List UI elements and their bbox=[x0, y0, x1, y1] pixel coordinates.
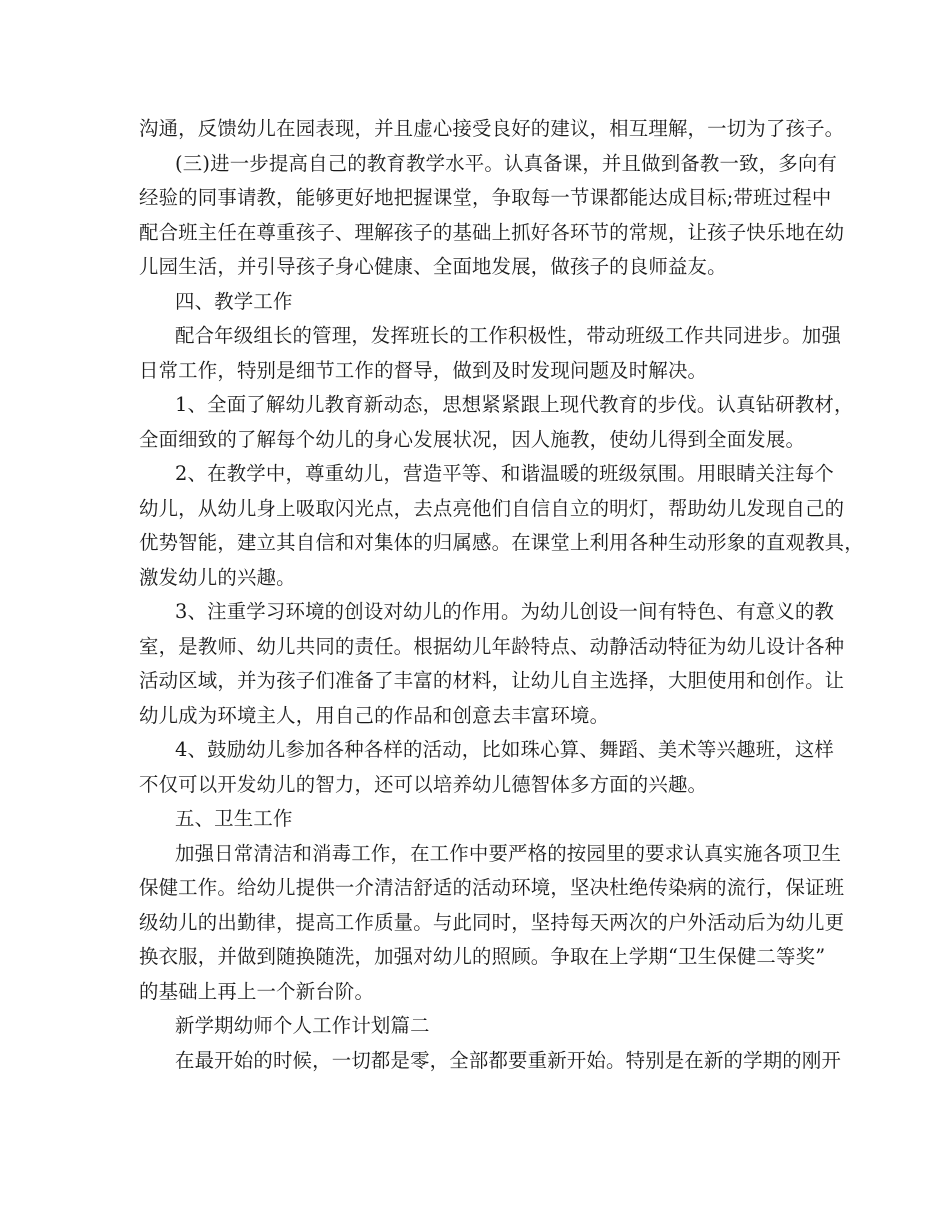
text-line: 儿园生活，并引导孩子身心健康、全面地发展，做孩子的良师益友。 bbox=[139, 255, 727, 278]
text-line: 幼儿，从幼儿身上吸取闪光点，去点亮他们自信自立的明灯，帮助幼儿发现自己的 bbox=[139, 496, 845, 520]
text-line: 优势智能，建立其自信和对集体的归属感。在课堂上利用各种生动形象的直观教具， bbox=[139, 531, 864, 554]
text-line: 配合年级组长的管理，发挥班长的工作积极性，带动班级工作共同进步。加强 bbox=[175, 324, 842, 347]
text-line: 经验的同事请教，能够更好地把握课堂，争取每一节课都能达成目标;带班过程中 bbox=[139, 186, 832, 209]
text-line: 配合班主任在尊重孩子、理解孩子的基础上抓好各环节的常规，让孩子快乐地在幼 bbox=[139, 220, 845, 244]
text-line: 在最开始的时候，一切都是零，全部都要重新开始。特别是在新的学期的刚开 bbox=[175, 1048, 842, 1072]
text-line: 级幼儿的出勤律，提高工作质量。与此同时，坚持每天两次的户外活动后为幼儿更 bbox=[139, 910, 845, 934]
text-line: 全面细致的了解每个幼儿的身心发展状况，因人施教，使幼儿得到全面发展。 bbox=[139, 427, 806, 451]
text-line: 五、卫生工作 bbox=[175, 807, 293, 830]
text-line: 四、教学工作 bbox=[175, 289, 293, 313]
text-line: 1、全面了解幼儿教育新动态，思想紧紧跟上现代教育的步伐。认真钻研教材， bbox=[175, 393, 854, 416]
text-line: 不仅可以开发幼儿的智力，还可以培养幼儿德智体多方面的兴趣。 bbox=[139, 772, 708, 796]
text-line: 沟通，反馈幼儿在园表现，并且虚心接受良好的建议，相互理解，一切为了孩子。 bbox=[139, 117, 845, 140]
text-line: 4、鼓励幼儿参加各种各样的活动，比如珠心算、舞蹈、美术等兴趣班，这样 bbox=[175, 738, 835, 761]
text-line: 日常工作，特别是细节工作的督导，做到及时发现问题及时解决。 bbox=[139, 358, 708, 382]
text-line: 3、注重学习环境的创设对幼儿的作用。为幼儿创设一间有特色、有意义的教 bbox=[175, 600, 835, 623]
text-line: 新学期幼师个人工作计划篇二 bbox=[175, 1014, 430, 1037]
text-line: 换衣服，并做到随换随洗，加强对幼儿的照顾。争取在上学期“卫生保健二等奖” bbox=[139, 945, 826, 968]
document-body bbox=[139, 112, 864, 1078]
text-line: 加强日常清洁和消毒工作，在工作中要严格的按园里的要求认真实施各项卫生 bbox=[175, 841, 842, 865]
text-line: 激发幼儿的兴趣。 bbox=[139, 565, 296, 589]
text-line: 2、在教学中，尊重幼儿，营造平等、和谐温暖的班级氛围。用眼睛关注每个 bbox=[175, 462, 835, 485]
text-line: 室，是教师、幼儿共同的责任。根据幼儿年龄特点、动静活动特征为幼儿设计各种 bbox=[139, 634, 845, 658]
text-line: 幼儿成为环境主人，用自己的作品和创意去丰富环境。 bbox=[139, 703, 610, 727]
text-line: 保健工作。给幼儿提供一介清洁舒适的活动环境，坚决杜绝传染病的流行，保证班 bbox=[139, 876, 845, 899]
text-line: 活动区域，并为孩子们准备了丰富的材料，让幼儿自主选择，大胆使用和创作。让 bbox=[139, 669, 845, 692]
text-line: 的基础上再上一个新台阶。 bbox=[139, 979, 375, 1003]
text-line: (三)进一步提高自己的教育教学水平。认真备课，并且做到备教一致，多向有 bbox=[175, 151, 838, 175]
